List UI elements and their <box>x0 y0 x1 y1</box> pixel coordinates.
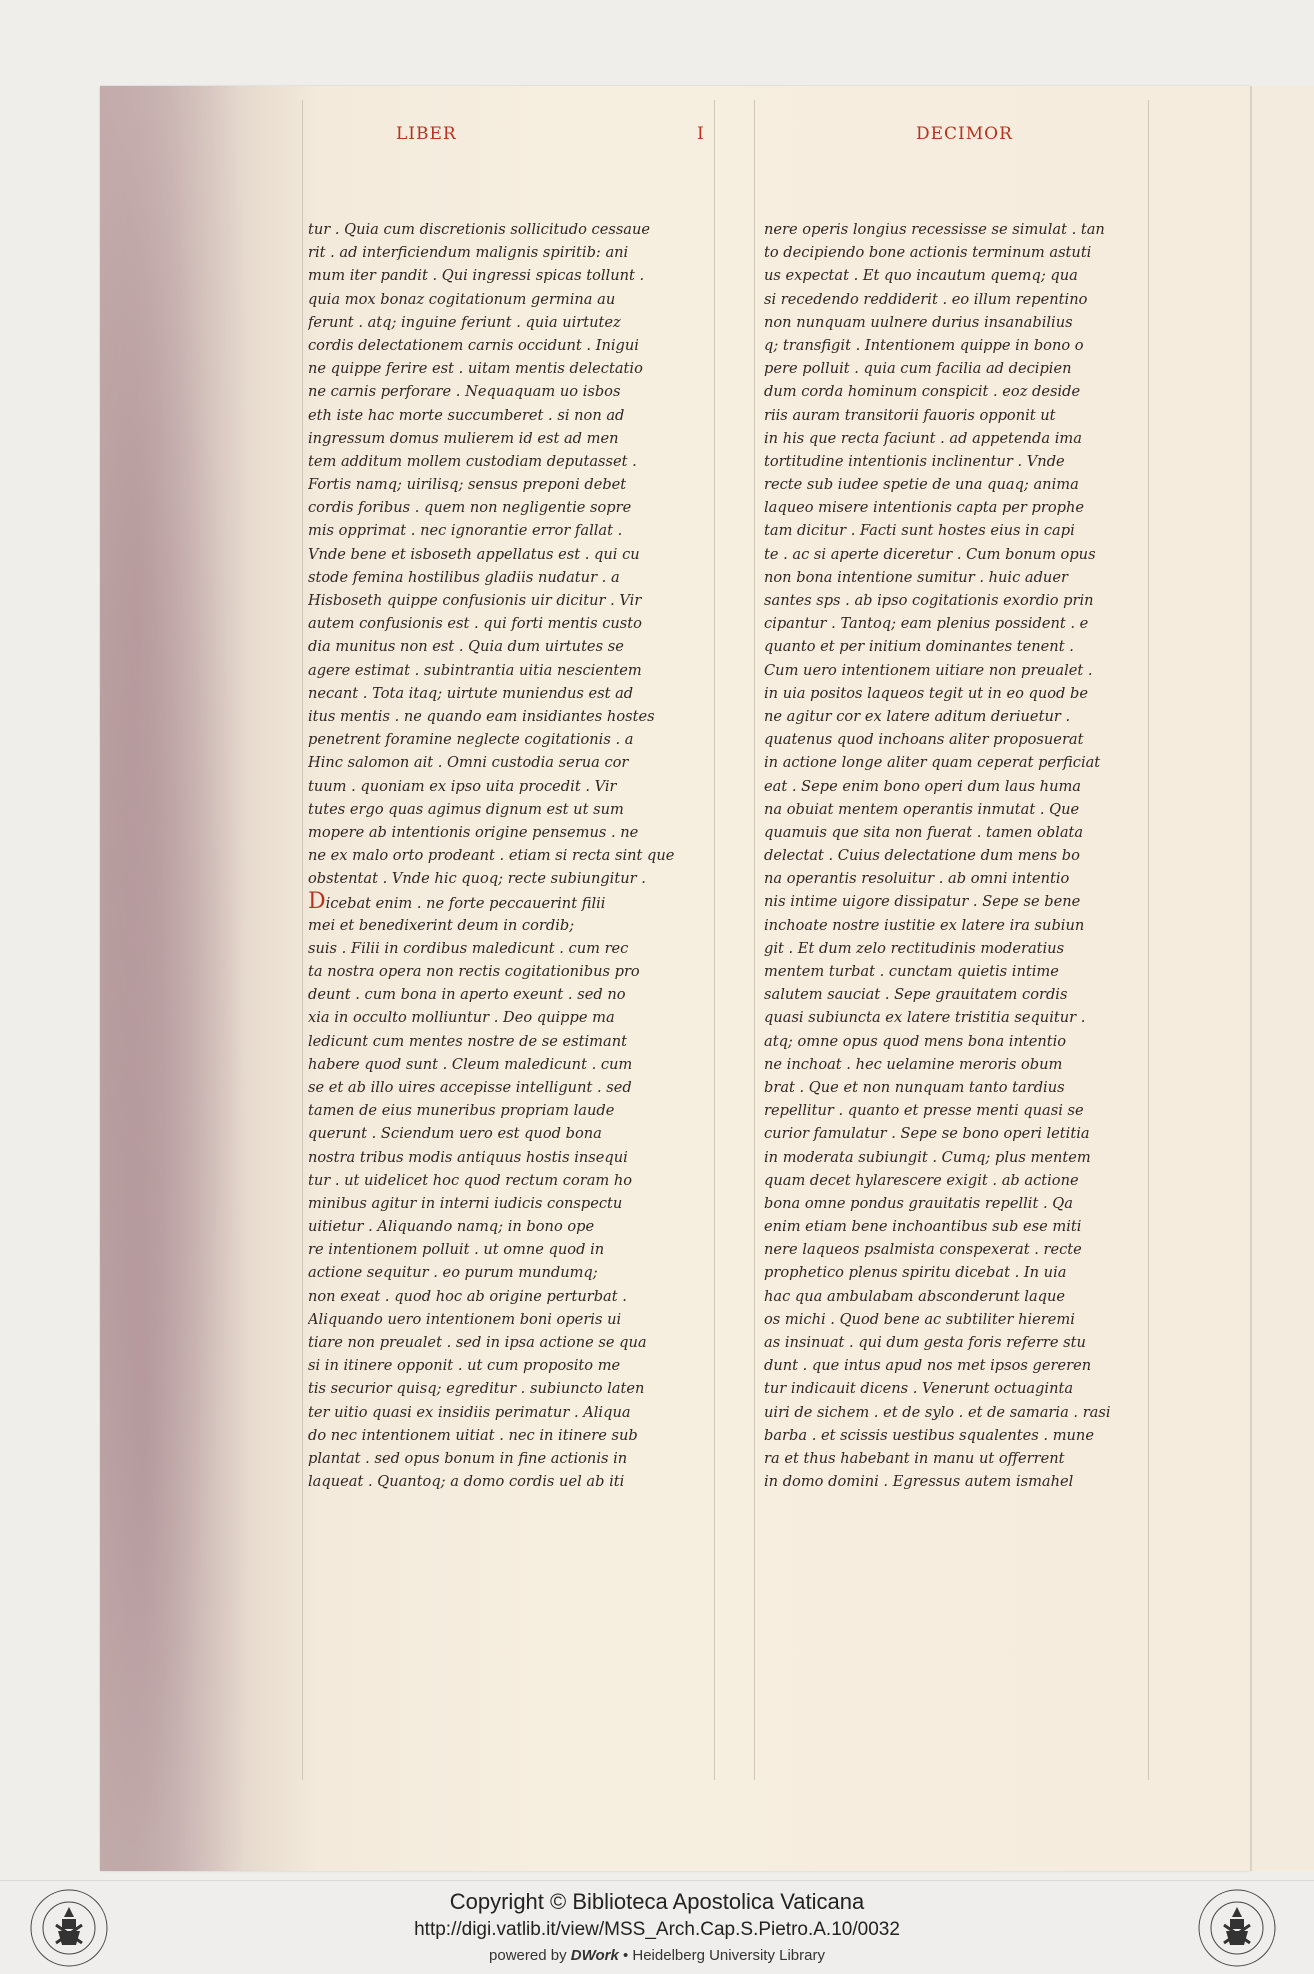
text-line: ne agitur cor ex latere aditum deriuetur . <box>764 707 1071 725</box>
text-line: stode femina hostilibus gladiis nudatur . a <box>308 568 620 586</box>
permalink-url[interactable]: http://digi.vatlib.it/view/MSS_Arch.Cap.S.Pietro.A.10/0032 <box>414 1919 900 1940</box>
next-leaf-edge <box>1250 86 1314 1871</box>
text-line: to decipiendo bone actionis terminum astuti <box>764 244 1092 262</box>
text-line: cordis delectationem carnis occidunt . Inigui <box>308 336 639 354</box>
text-line: quasi subiuncta ex latere tristitia sequitur . <box>764 1009 1086 1027</box>
text-column-right <box>764 218 1164 1493</box>
text-line: prophetico plenus spiritu dicebat . In uia <box>764 1264 1067 1282</box>
text-line: atq; omne opus quod mens bona intentio <box>764 1032 1067 1050</box>
text-line: santes sps . ab ipso cogitationis exordio prin <box>764 592 1094 609</box>
text-line: dia munitus non est . Quia dum uirtutes se <box>308 638 624 656</box>
text-line: actione sequitur . eo purum mundumq; <box>308 1264 598 1282</box>
text-line: ter uitio quasi ex insidiis perimatur . Aliqua <box>308 1403 631 1421</box>
text-line: ra et thus habebant in manu ut offerrent <box>764 1449 1065 1467</box>
text-line: hac qua ambulabam absconderunt laque <box>764 1287 1066 1305</box>
text-line: recte sub iudee spetie de una quaq; anima <box>764 476 1079 494</box>
text-line: laqueo misere intentionis capta per prophe <box>764 499 1085 517</box>
text-line: eth iste hac morte succumberet . si non ad <box>308 406 625 424</box>
text-line: ferunt . atq; inguine feriunt . quia uirtutez <box>308 313 621 331</box>
text-line: pere polluit . quia cum facilia ad decipien <box>764 360 1072 378</box>
text-line: mentem turbat . cunctam quietis intime <box>764 963 1059 980</box>
text-line: minibus agitur in interni iudicis conspectu <box>308 1194 623 1212</box>
text-line: habere quod sunt . Cleum maledicunt . cum <box>308 1055 633 1073</box>
text-line: laqueat . Quantoq; a domo cordis uel ab iti <box>308 1473 625 1491</box>
text-line: plantat . sed opus bonum in fine actionis in <box>308 1449 628 1467</box>
text-line: quia mox bonaz cogitationum germina au <box>308 290 616 308</box>
text-line: Aliquando uero intentionem boni operis ui <box>308 1310 622 1328</box>
text-line: Cum uero intentionem uitiare non preualet . <box>764 661 1093 679</box>
viewer-footer <box>0 1880 1314 1974</box>
text-line: q; transfigit . Intentionem quippe in bono o <box>764 336 1084 354</box>
text-line: ingressum domus mulierem id est ad men <box>308 429 619 447</box>
text-line: Dicebat enim . ne forte peccauerint filii <box>308 890 606 914</box>
text-line: autem confusionis est . qui forti mentis custo <box>308 615 642 633</box>
text-line: Hisboseth quippe confusionis uir dicitur . Vir <box>308 592 642 609</box>
text-line: tur . Quia cum discretionis sollicitudo cessaue <box>308 221 651 238</box>
text-line: penetrent foramine neglecte cogitationis . a <box>308 731 634 749</box>
text-line: mopere ab intentionis origine pensemus . ne <box>308 823 639 841</box>
text-line: dunt . que intus apud nos met ipsos gereren <box>764 1357 1092 1375</box>
running-header-left: LIBER <box>396 124 457 144</box>
text-line: cipantur . Tantoq; eam plenius possident . e <box>764 615 1089 633</box>
running-header-center: I <box>697 124 705 144</box>
text-line: tutes ergo quas agimus dignum est ut sum <box>308 800 624 818</box>
text-line: salutem sauciat . Sepe grauitatem cordis <box>764 986 1068 1004</box>
text-line: Fortis namq; uirilisq; sensus preponi debet <box>308 476 627 494</box>
text-line: nostra tribus modis antiquus hostis insequi <box>308 1148 628 1166</box>
text-line: in his que recta faciunt . ad appetenda ima <box>764 429 1082 447</box>
text-line: ne quippe ferire est . uitam mentis delectatio <box>308 360 643 378</box>
text-line: mei et benedixerint deum in cordib; <box>308 916 575 934</box>
text-line: si recedendo reddiderit . eo illum repentino <box>764 290 1088 308</box>
text-line: ne ex malo orto prodeant . etiam si recta sint que <box>308 847 675 865</box>
text-line: mis opprimat . nec ignorantie error fallat . <box>308 522 623 540</box>
text-line: rit . ad interficiendum malignis spiritib: ani <box>308 244 629 262</box>
text-line: querunt . Sciendum uero est quod bona <box>308 1125 602 1143</box>
text-line: xia in occulto molliuntur . Deo quippe ma <box>308 1009 615 1027</box>
text-line: na operantis resoluitur . ab omni intentio <box>764 870 1070 888</box>
powered-suffix: • Heidelberg University Library <box>618 1947 825 1964</box>
text-line: Vnde bene et isboseth appellatus est . qui cu <box>308 545 640 563</box>
text-line: do nec intentionem uitiat . nec in itinere sub <box>308 1426 638 1444</box>
text-line: in moderata subiungit . Cumq; plus mentem <box>764 1148 1091 1166</box>
text-line: cordis foribus . quem non negligentie sopre <box>308 499 632 517</box>
text-line: in domo domini . Egressus autem ismahel <box>764 1473 1074 1491</box>
text-line: in actione longe aliter quam ceperat perficiat <box>764 754 1101 772</box>
text-line: si in itinere opponit . ut cum proposito me <box>308 1357 621 1375</box>
running-header-right: DECIMOR <box>916 124 1013 144</box>
text-column-left <box>308 218 708 1493</box>
text-line: riis auram transitorii fauoris opponit ut <box>764 406 1056 424</box>
text-line: tis securior quisq; egreditur . subiuncto laten <box>308 1380 645 1398</box>
text-line: tem additum mollem custodiam deputasset . <box>308 452 637 470</box>
text-line: enim etiam bene inchoantibus sub ese miti <box>764 1218 1082 1236</box>
text-line: non exeat . quod hoc ab origine perturbat . <box>308 1287 627 1305</box>
copyright-notice: Copyright © Biblioteca Apostolica Vaticana <box>449 1889 865 1914</box>
text-line: quamuis que sita non fuerat . tamen oblata <box>764 823 1084 841</box>
text-line: bona omne pondus grauitatis repellit . Qa <box>764 1194 1073 1212</box>
text-line: mum iter pandit . Qui ingressi spicas tollunt . <box>308 267 645 285</box>
text-line: ta nostra opera non rectis cogitationibus pro <box>308 963 640 980</box>
text-line: barba . et scissis uestibus squalentes . mune <box>764 1426 1094 1444</box>
text-line: se et ab illo uires accepisse intelligunt . sed <box>308 1078 632 1096</box>
text-line: quanto et per initium dominantes tenent . <box>764 638 1074 656</box>
text-line: brat . Que et non nunquam tanto tardius <box>764 1078 1065 1096</box>
text-line: ne carnis perforare . Nequaquam uo isbos <box>308 383 621 401</box>
text-line: ledicunt cum mentes nostre de se estimant <box>308 1032 627 1050</box>
powered-prefix: powered by <box>489 1947 571 1964</box>
ruling-line <box>302 100 303 1780</box>
text-line: tiare non preualet . sed in ipsa actione se qua <box>308 1334 647 1351</box>
text-line: inchoate nostre iustitie ex latere ira subiun <box>764 916 1085 934</box>
text-line: uiri de sichem . et de sylo . et de samaria . rasi <box>764 1403 1111 1421</box>
text-line: deunt . cum bona in aperto exeunt . sed no <box>308 986 626 1004</box>
text-line: quam decet hylarescere exigit . ab actione <box>764 1171 1079 1189</box>
ruling-line <box>714 100 715 1780</box>
text-line: agere estimat . subintrantia uitia nescientem <box>308 661 642 679</box>
dwork-brand[interactable]: DWork <box>570 1947 619 1964</box>
text-line: tamen de eius muneribus propriam laude <box>308 1102 615 1120</box>
text-line: repellitur . quanto et presse menti quasi se <box>764 1102 1084 1120</box>
text-line: necant . Tota itaq; uirtute muniendus est ad <box>308 684 634 702</box>
text-line: dum corda hominum conspicit . eoz deside <box>764 383 1081 401</box>
text-line: Hinc salomon ait . Omni custodia serua cor <box>308 754 629 772</box>
parchment-stain <box>100 86 250 1871</box>
text-line: tortitudine intentionis inclinentur . Vnde <box>764 452 1065 470</box>
text-line: te . ac si aperte diceretur . Cum bonum opus <box>764 545 1096 563</box>
text-line: ne inchoat . hec uelamine meroris obum <box>764 1055 1063 1073</box>
text-line: tuum . quoniam ex ipso uita procedit . Vir <box>308 777 617 795</box>
text-line: tur . ut uidelicet hoc quod rectum coram ho <box>308 1171 633 1189</box>
text-line: tam dicitur . Facti sunt hostes eius in capi <box>764 522 1075 540</box>
text-line: obstentat . Vnde hic quoq; recte subiungitur . <box>308 870 646 888</box>
text-line: in uia positos laqueos tegit ut in eo quod be <box>764 684 1089 702</box>
text-line: us expectat . Et quo incautum quemq; qua <box>764 267 1078 285</box>
text-line: git . Et dum zelo rectitudinis moderatius <box>764 939 1065 957</box>
text-line: re intentionem polluit . ut omne quod in <box>308 1241 605 1259</box>
ruling-line <box>754 100 755 1780</box>
text-line: nis intime uigore dissipatur . Sepe se bene <box>764 893 1081 911</box>
text-line: uitietur . Aliquando namq; in bono ope <box>308 1218 595 1236</box>
text-line: nere operis longius recessisse se simulat . tan <box>764 221 1105 238</box>
text-line: delectat . Cuius delectatione dum mens bo <box>764 847 1080 865</box>
text-line: nere laqueos psalmista conspexerat . recte <box>764 1241 1082 1259</box>
text-line: non nunquam uulnere durius insanabilius <box>764 313 1073 331</box>
text-line: os michi . Quod bene ac subtiliter hieremi <box>764 1310 1075 1328</box>
text-line: eat . Sepe enim bono operi dum laus huma <box>764 777 1082 795</box>
text-line: quatenus quod inchoans aliter proposuerat <box>764 731 1084 749</box>
text-line: curior famulatur . Sepe se bono operi letitia <box>764 1125 1090 1143</box>
text-line: suis . Filii in cordibus maledicunt . cum rec <box>308 939 629 957</box>
text-line: itus mentis . ne quando eam insidiantes hostes <box>308 707 655 725</box>
powered-by <box>0 1947 1314 1964</box>
text-line: tur indicauit dicens . Venerunt octuaginta <box>764 1380 1074 1398</box>
text-line: as insinuat . qui dum gesta foris referre stu <box>764 1334 1086 1351</box>
text-line: na obuiat mentem operantis inmutat . Que <box>764 800 1080 818</box>
text-line: non bona intentione sumitur . huic aduer <box>764 568 1068 586</box>
